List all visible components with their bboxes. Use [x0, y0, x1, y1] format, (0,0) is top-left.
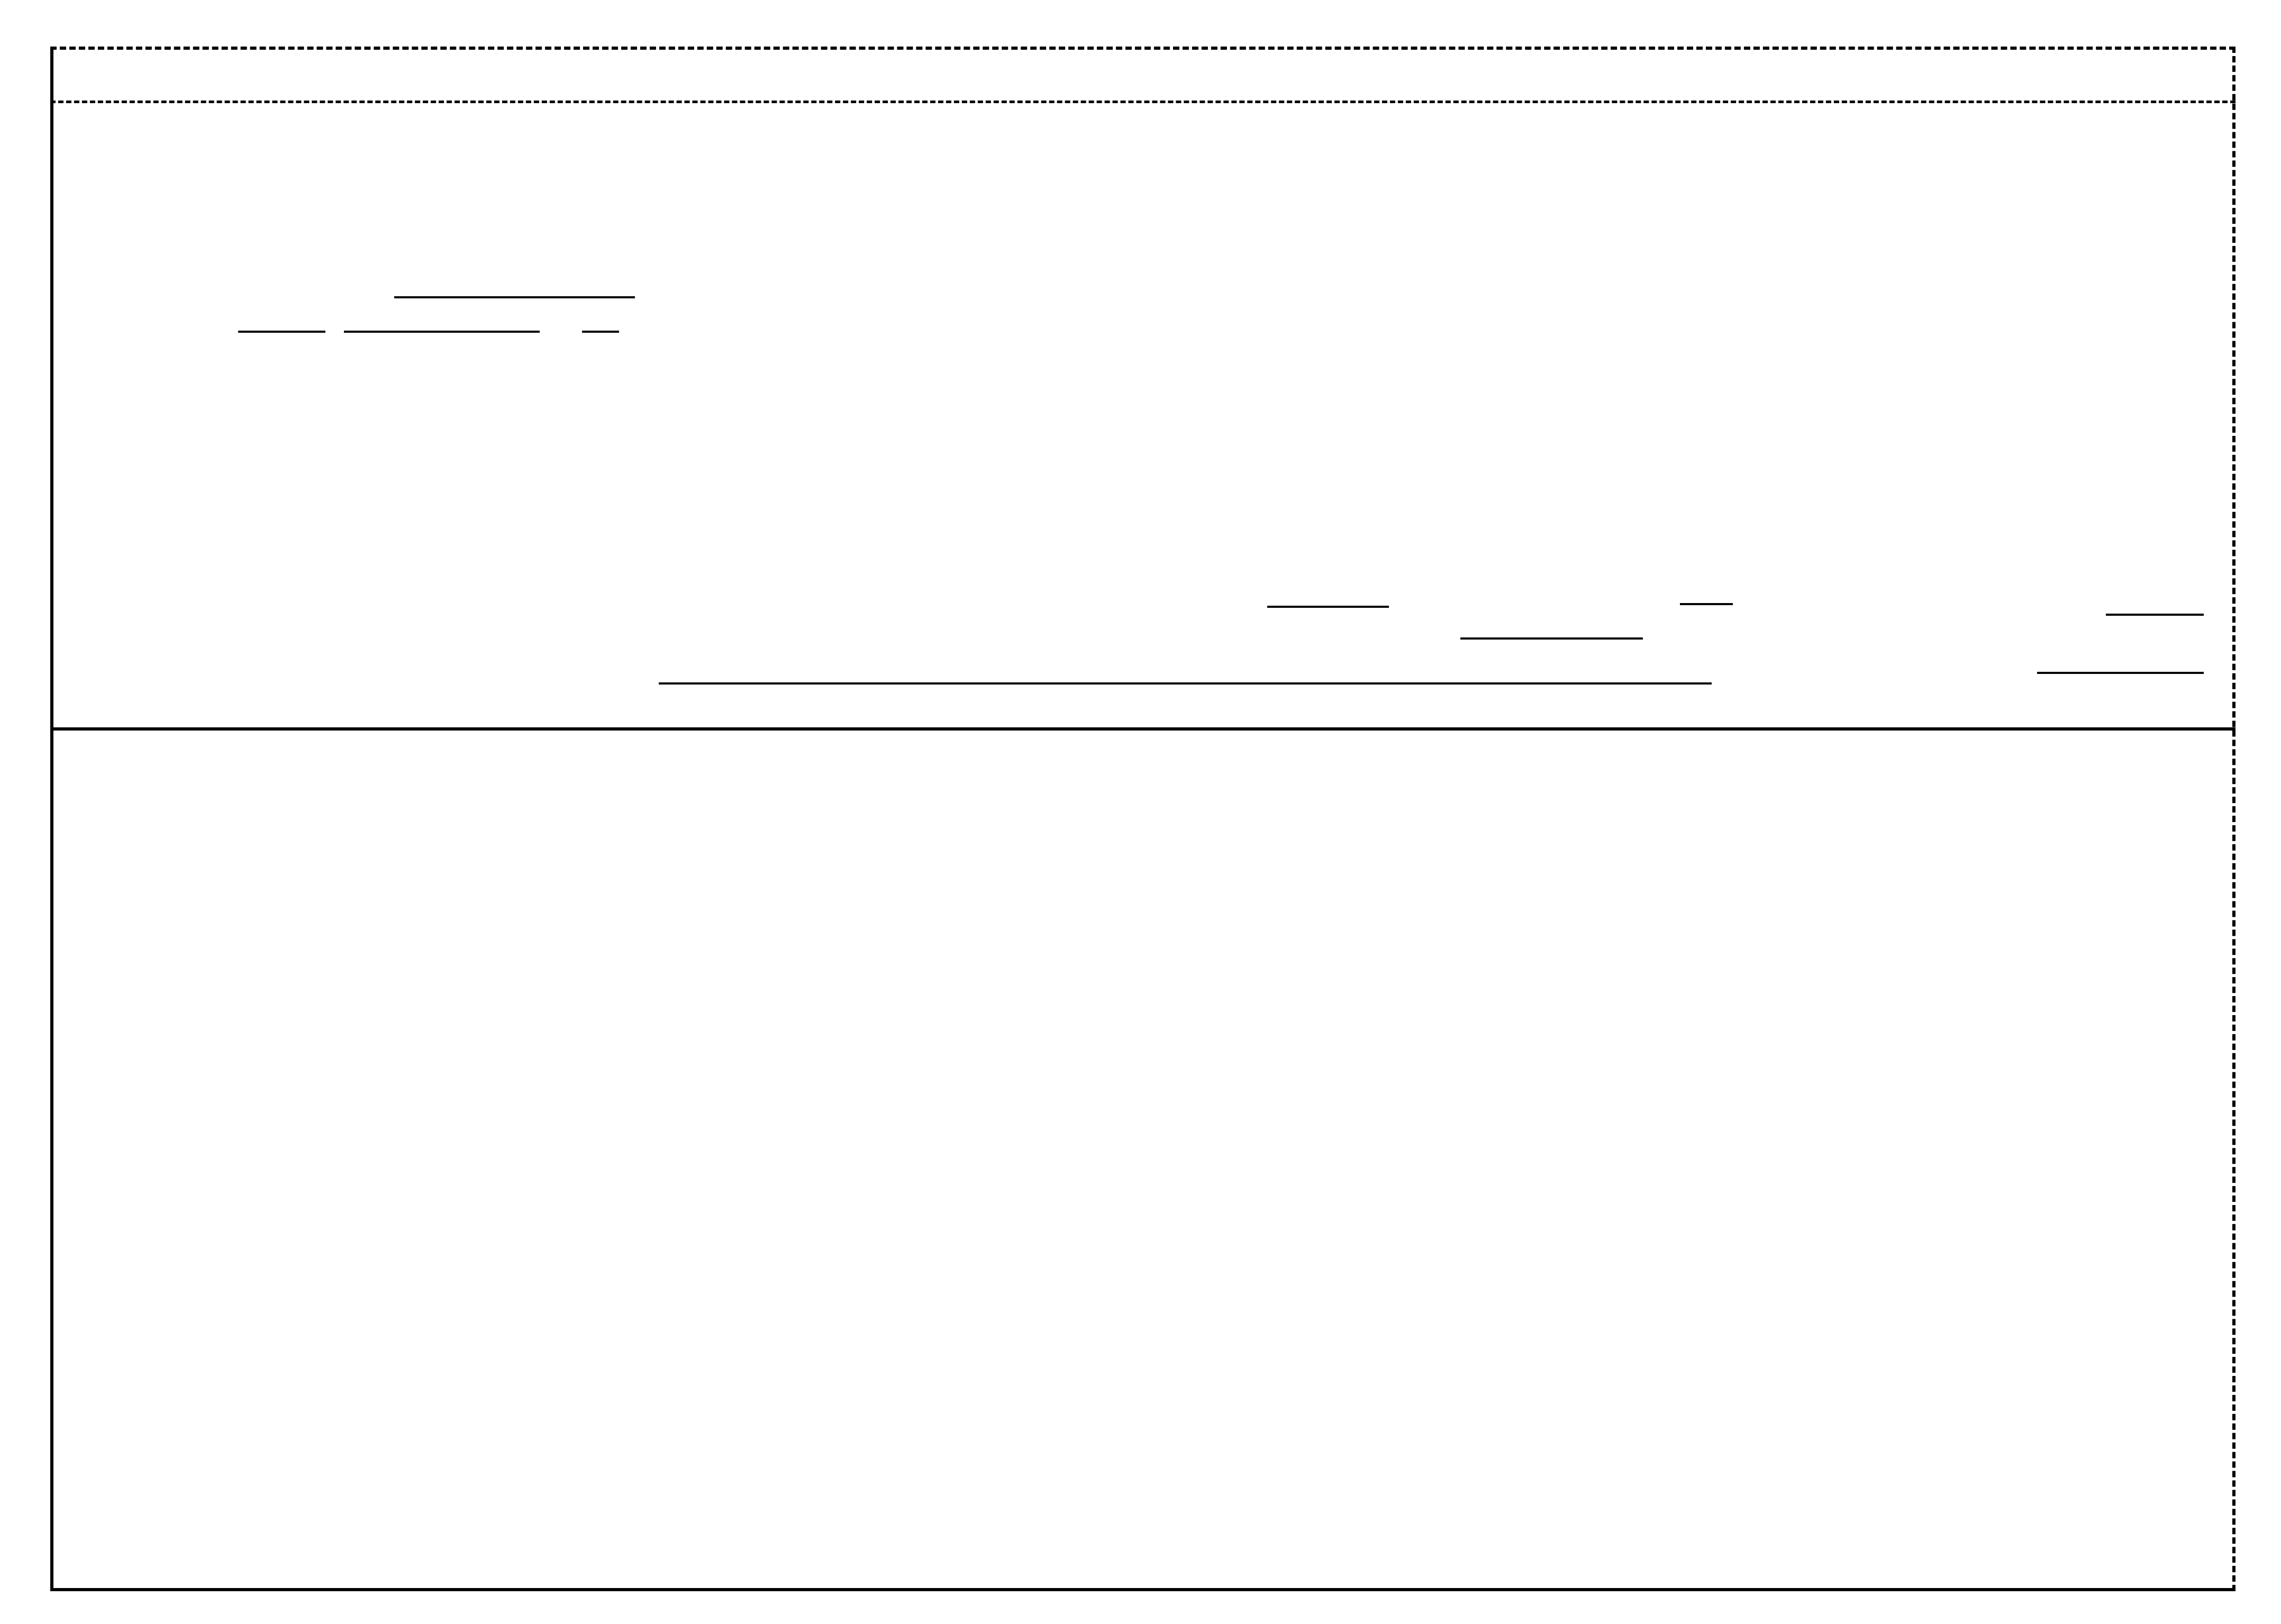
date-day-line	[238, 331, 325, 333]
date-year-line	[582, 331, 619, 333]
sheet-frame	[50, 47, 2235, 1591]
spec-year	[1680, 603, 1733, 605]
header-divider	[50, 101, 2235, 103]
total-sheets-value	[2106, 614, 2204, 616]
chief-signature-line	[394, 296, 635, 298]
table-top-border	[50, 727, 2235, 731]
date-month-line	[344, 331, 540, 333]
sheet-no-value	[2037, 672, 2204, 674]
spec-number	[1267, 606, 1389, 608]
spec-date-line	[1460, 637, 1643, 640]
purpose-line	[659, 682, 1712, 685]
